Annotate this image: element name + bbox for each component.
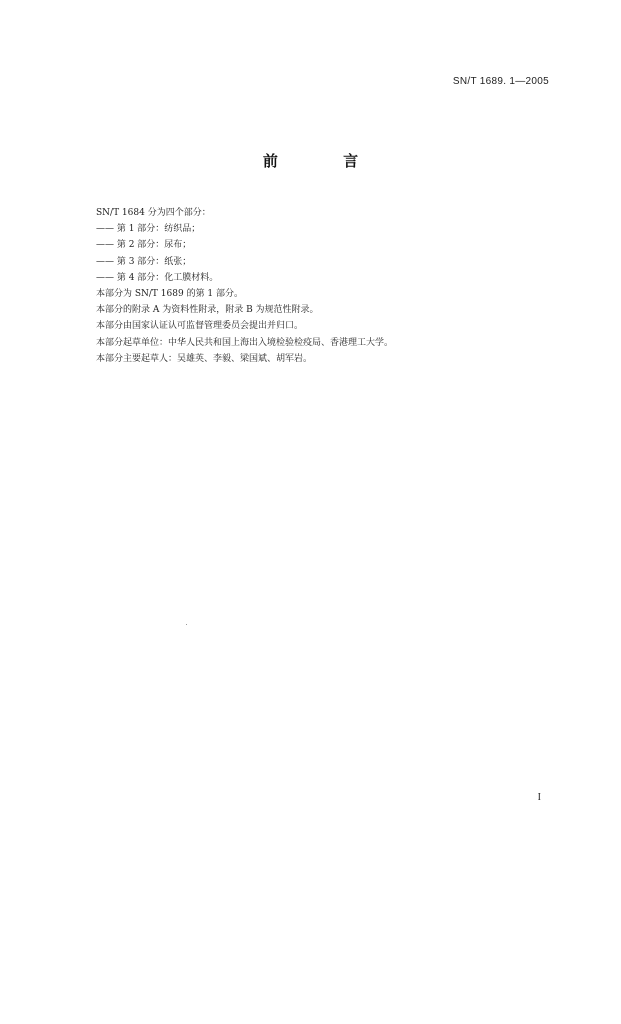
part-list-item: —— 第 3 部分：纸张； xyxy=(96,256,192,267)
scan-speck xyxy=(186,624,187,625)
paragraph-line: 本部分的附录 A 为资料性附录，附录 B 为规范性附录。 xyxy=(96,305,319,316)
part-list-item: —— 第 1 部分：纺织品； xyxy=(96,224,201,235)
part-list-item: —— 第 2 部分：尿布； xyxy=(96,240,192,251)
paragraph-line: 本部分由国家认证认可监督管理委员会提出并归口。 xyxy=(96,321,304,332)
paragraph-line: 本部分起草单位：中华人民共和国上海出入境检验检疫局、香港理工大学。 xyxy=(96,337,394,348)
paragraph-line: SN/T 1684 分为四个部分： xyxy=(96,208,211,218)
paragraph-line: 本部分为 SN/T 1689 的第 1 部分。 xyxy=(96,289,244,300)
standard-code: SN/T 1689. 1—2005 xyxy=(452,76,549,87)
page-number: I xyxy=(537,792,541,803)
foreword-body xyxy=(96,205,556,367)
page-title: 前 言 xyxy=(262,152,389,170)
paragraph-line: 本部分主要起草人：吴雄英、李毅、梁国斌、胡军岩。 xyxy=(96,353,313,364)
part-list-item: —— 第 4 部分：化工膜材料。 xyxy=(96,272,219,283)
